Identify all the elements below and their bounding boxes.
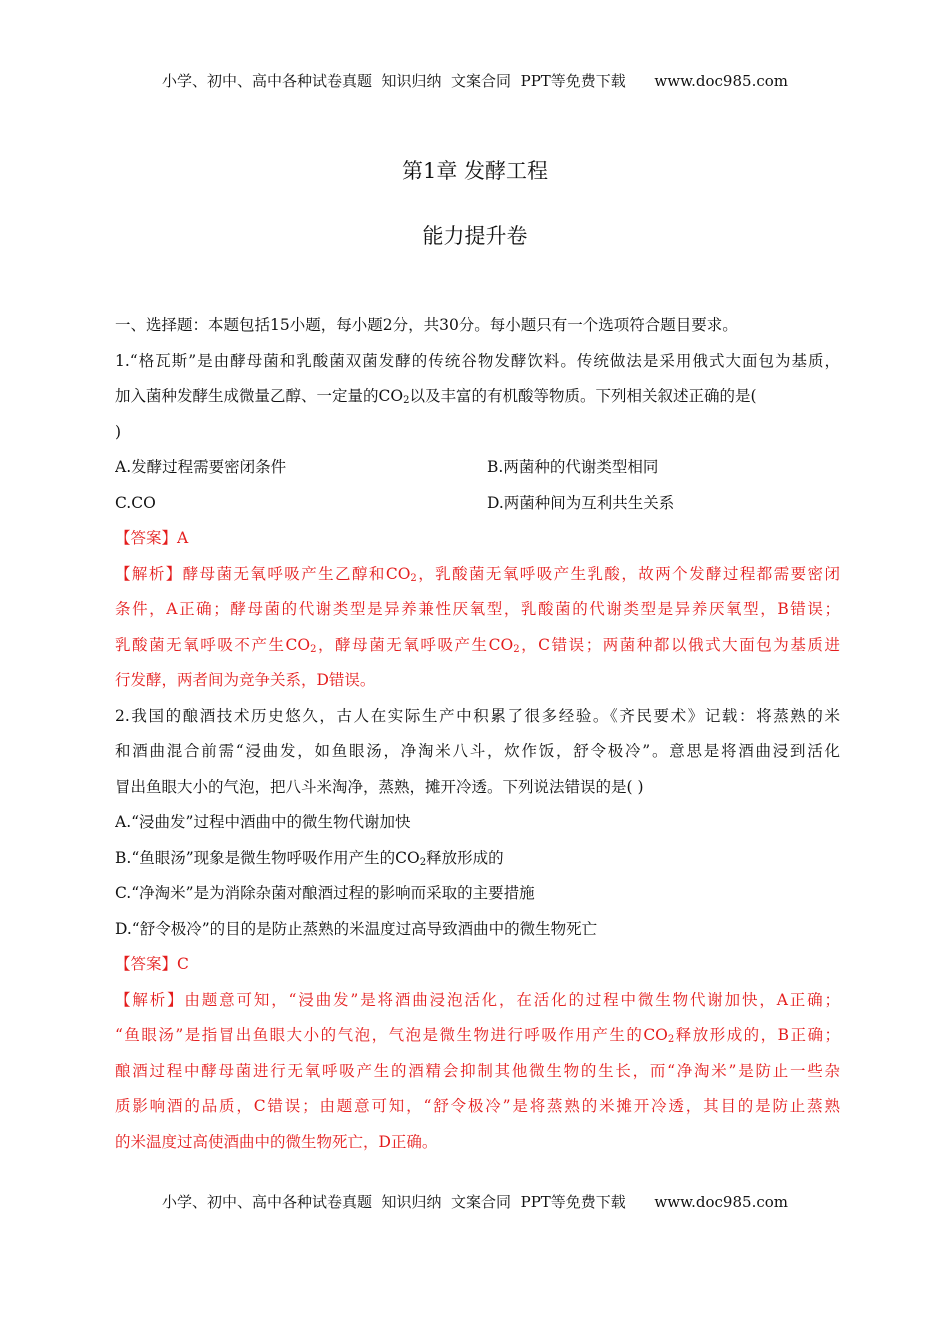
q1-option-a: A.发酵过程需要密闭条件 bbox=[115, 458, 287, 476]
page-header: 小学、初中、高中各种试卷真题 知识归纳 文案合同 PPT等免费下载 www.doc985.com bbox=[161, 72, 788, 90]
q2-option-c: C.“净淘米”是为消除杂菌对酿酒过程的影响而采取的主要措施 bbox=[115, 884, 535, 902]
q1-options-row-2 bbox=[115, 486, 840, 522]
q2-explanation-line-4: 质影响酒的品质，C错误；由题意可知，“舒令极冷”是将蒸熟的米摊开冷透，其目的是防止蒸熟 bbox=[115, 1097, 840, 1115]
q2-explanation-line-5: 的米温度过高使酒曲中的微生物死亡，D正确。 bbox=[115, 1132, 438, 1151]
q2-explanation-line-3: 酿酒过程中酵母菌进行无氧呼吸产生的酒精会抑制其他微生物的生长，而“净淘米”是防止一些杂 bbox=[115, 1061, 840, 1080]
q2-explanation-line-1: 【解析】由题意可知，“浸曲发”是将酒曲浸泡活化，在活化的过程中微生物代谢加快，A正确； bbox=[115, 990, 840, 1009]
q2-stem-line-2: 和酒曲混合前需“浸曲发，如鱼眼汤，净淘米八斗，炊作饭，舒令极冷”。意思是将酒曲浸到活化 bbox=[115, 742, 840, 760]
q1-stem-line-1: 1.“格瓦斯”是由酵母菌和乳酸菌双菌发酵的传统谷物发酵饮料。传统做法是采用俄式大面包为基质， bbox=[115, 351, 840, 370]
q1-stem-line-2: 加入菌种发酵生成微量乙醇、一定量的$CO_2$以及丰富的有机酸等物质。下列相关叙述正确的是( bbox=[115, 387, 757, 406]
q1-options-row-1 bbox=[115, 450, 840, 486]
exam-subtitle: 能力提升卷 bbox=[422, 224, 528, 248]
q1-option-c: C.CO bbox=[115, 493, 156, 512]
chapter-title: 第1章 发酵工程 bbox=[401, 159, 549, 183]
q1-stem-line-3: ) bbox=[115, 422, 122, 441]
q1-answer: 【答案】A bbox=[115, 529, 189, 547]
section-heading: 一、选择题：本题包括15小题，每小题2分，共30分。每小题只有一个选项符合题目要求。 bbox=[115, 316, 738, 334]
q2-option-a: A.“浸曲发”过程中酒曲中的微生物代谢加快 bbox=[115, 813, 411, 831]
q2-stem-line-3: 冒出鱼眼大小的气泡，把八斗米淘净，蒸熟，摊开冷透。下列说法错误的是( ) bbox=[115, 777, 644, 796]
q1-explanation-line-2: 条件，A正确；酵母菌的代谢类型是异养兼性厌氧型，乳酸菌的代谢类型是异养厌氧型，B错误； bbox=[115, 600, 840, 618]
page-content bbox=[115, 308, 840, 1160]
q1-explanation-line-3: 乳酸菌无氧呼吸不产生$CO_2$，酵母菌无氧呼吸产生$CO_2$，C错误；两菌种都以俄式大面包为基质进 bbox=[115, 635, 840, 655]
q2-explanation-line-2: “鱼眼汤”是指冒出鱼眼大小的气泡，气泡是微生物进行呼吸作用产生的$CO_2$释放形成的，B正确； bbox=[115, 1026, 840, 1045]
q1-explanation-line-1: 【解析】酵母菌无氧呼吸产生乙醇和$CO_2$，乳酸菌无氧呼吸产生乳酸，故两个发酵过程都需要密闭 bbox=[115, 564, 840, 584]
page-footer: 小学、初中、高中各种试卷真题 知识归纳 文案合同 PPT等免费下载 www.doc985.com bbox=[161, 1193, 788, 1211]
q2-option-b: B.“鱼眼汤”现象是微生物呼吸作用产生的$CO_2$释放形成的 bbox=[115, 848, 504, 868]
q1-option-b: B.两菌种的代谢类型相同 bbox=[487, 458, 659, 476]
q1-explanation-line-4: 行发酵，两者间为竞争关系，D错误。 bbox=[115, 671, 376, 689]
q2-stem-line-1: 2.我国的酿酒技术历史悠久，古人在实际生产中积累了很多经验。《齐民要术》记载：将蒸熟的米 bbox=[115, 706, 840, 725]
q2-answer: 【答案】C bbox=[115, 955, 189, 973]
q2-option-d: D.“舒令极冷”的目的是防止蒸熟的米温度过高导致酒曲中的微生物死亡 bbox=[115, 919, 598, 938]
q1-option-d: D.两菌种间为互利共生关系 bbox=[487, 493, 675, 512]
